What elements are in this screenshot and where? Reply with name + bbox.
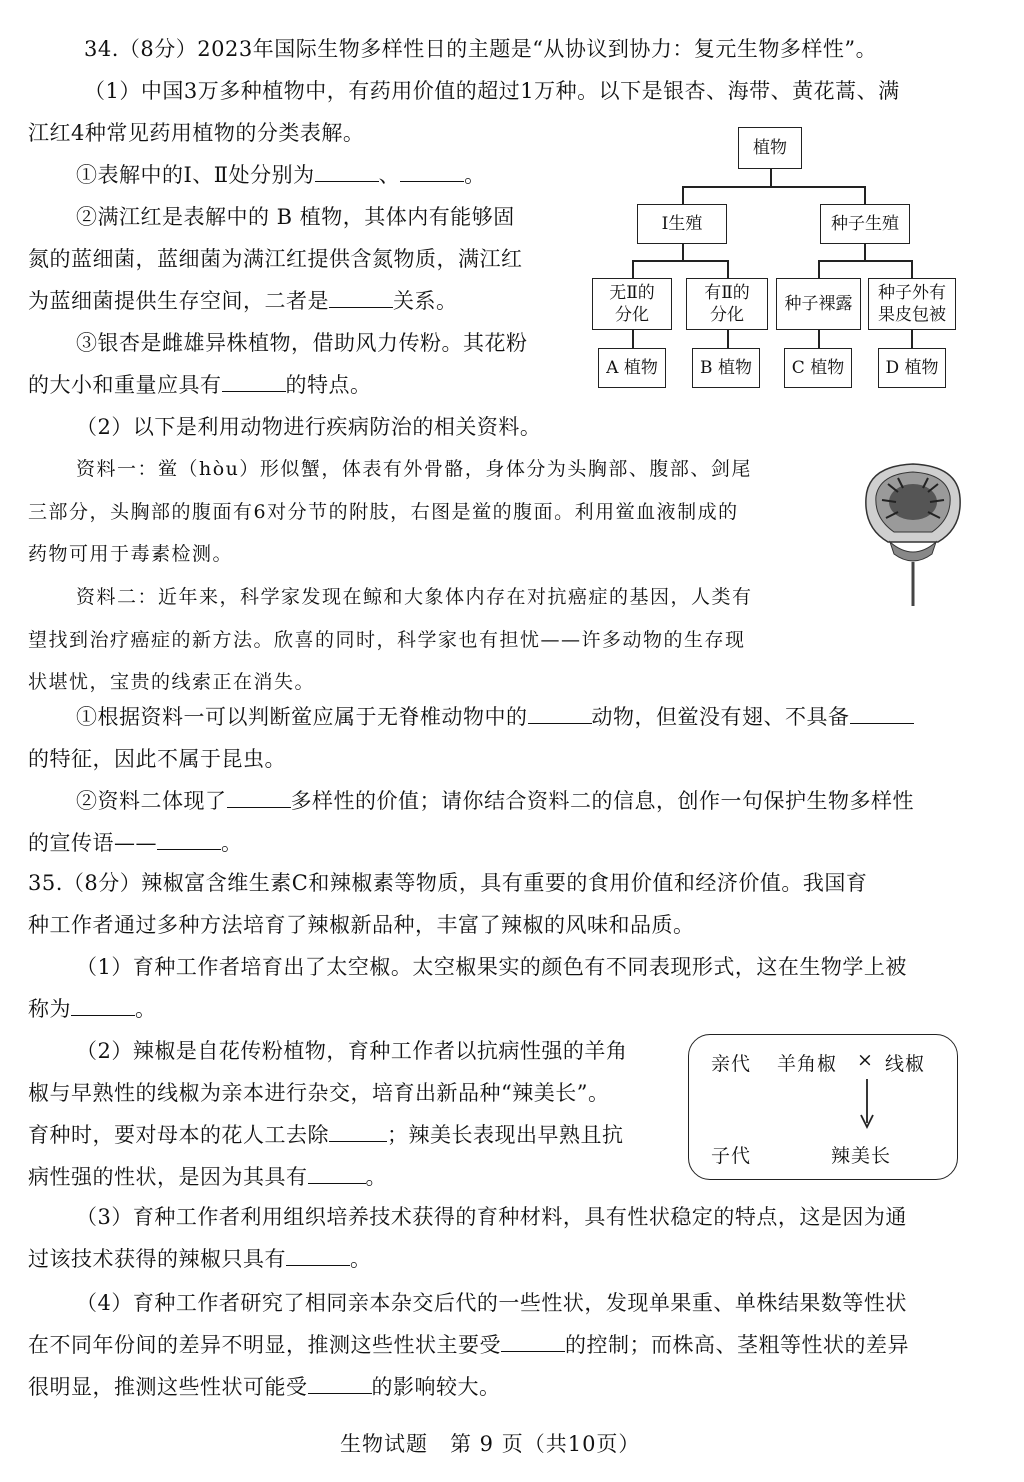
q35-part2-reason: 病性强的性状，是因为其具有 — [28, 1165, 308, 1189]
q34-part1-line1: （1）中国3万多种植物中，有药用价值的超过1万种。以下是银杏、海带、黄花蒿、满 — [84, 79, 900, 103]
answer-blank-environment[interactable] — [308, 1373, 372, 1394]
cross-child: 辣美长 — [831, 1145, 892, 1167]
tree-plant-d: D 植物 — [878, 348, 946, 388]
q34-sub3-line2 — [28, 370, 372, 400]
tree-connector — [770, 169, 772, 186]
answer-blank-slogan[interactable] — [157, 829, 221, 850]
q35-part4-line2 — [28, 1330, 909, 1360]
cross-parent-b: 线椒 — [885, 1053, 926, 1075]
answer-blank-diversity[interactable] — [227, 787, 291, 808]
q34-sub2-line1: ②满江红是表解中的 B 植物，其体内有能够固 — [76, 205, 515, 229]
q34-sub1-end: 。 — [464, 163, 486, 187]
cross-parent-label: 亲代 — [711, 1053, 752, 1075]
q34-sub2-text: 为蓝细菌提供生存空间，二者是 — [28, 289, 329, 313]
tree-connector — [911, 260, 913, 278]
q35-part2-mid: ；辣美长表现出早熟且抗 — [387, 1123, 624, 1147]
tree-plant-b: B 植物 — [692, 348, 760, 388]
q34-part2: （2）以下是利用动物进行疾病防治的相关资料。 — [76, 415, 542, 439]
tree-connector — [864, 244, 866, 260]
tree-connector — [727, 330, 729, 348]
tree-connector — [818, 330, 820, 348]
q35-stem-line2: 种工作者通过多种方法培育了辣椒新品种，丰富了辣椒的风味和品质。 — [28, 913, 695, 937]
cross-arrow-icon — [859, 1079, 875, 1129]
page-footer: 生物试题 第 9 页（共10页） — [340, 1432, 641, 1456]
tree-leaf-naked-seed: 种子裸露 — [776, 278, 861, 330]
tree-plant-a: A 植物 — [598, 348, 666, 388]
answer-blank-genes[interactable] — [308, 1163, 366, 1184]
tree-connector — [911, 330, 913, 348]
tree-leaf-has-diff: 有Ⅱ的 分化 — [686, 278, 768, 330]
answer-blank-relation[interactable] — [329, 287, 393, 308]
q34-sub1 — [76, 160, 486, 190]
q35-part1-line2 — [28, 994, 157, 1024]
q34-part2-sub2-mid: 多样性的价值；请你结合资料二的信息，创作一句保护生物多样性 — [290, 789, 914, 813]
tree-connector — [632, 330, 634, 348]
q35-part2-line4 — [28, 1162, 387, 1192]
q34-part2-sub1-line1 — [76, 702, 914, 732]
q34-part2-sub2-end: 。 — [221, 831, 243, 855]
q34-part1-line2: 江红4种常见药用植物的分类表解。 — [28, 121, 365, 145]
cross-child-label: 子代 — [711, 1145, 752, 1167]
q35-part4-line3 — [28, 1372, 501, 1402]
tree-leaf-covered-seed: 种子外有 果皮包被 — [868, 278, 956, 330]
material2-line1: 资料二：近年来，科学家发现在鲸和大象体内存在对抗癌症的基因，人类有 — [76, 586, 753, 608]
q35-part4-line1: （4）育种工作者研究了相同亲本杂交后代的一些性状，发现单果重、单株结果数等性状 — [76, 1291, 907, 1315]
answer-blank-I[interactable] — [315, 161, 379, 182]
q35-part4-text: 在不同年份间的差异不明显，推测这些性状主要受 — [28, 1333, 501, 1357]
q35-part3-end: 。 — [350, 1247, 372, 1271]
cross-times: × — [857, 1049, 874, 1071]
q35-part3-line1: （3）育种工作者利用组织培养技术获得的育种材料，具有性状稳定的特点，这是因为通 — [76, 1205, 907, 1229]
q35-part2-text: 育种时，要对母本的花人工去除 — [28, 1123, 329, 1147]
material1-line3: 药物可用于毒素检测。 — [28, 543, 234, 565]
q35-part4-end: 的影响较大。 — [371, 1375, 501, 1399]
q34-sub1-sep: 、 — [378, 163, 401, 187]
answer-blank-variation[interactable] — [71, 995, 135, 1016]
q35-part1-text: 称为 — [28, 997, 71, 1021]
q34-part2-sub2-line2 — [28, 828, 243, 858]
q35-part3-text: 过该技术获得的辣椒只具有 — [28, 1247, 286, 1271]
q34-part2-sub2-text: ②资料二体现了 — [76, 789, 227, 813]
q34-sub1-text: ①表解中的Ⅰ、Ⅱ处分别为 — [76, 163, 315, 187]
answer-blank-remove[interactable] — [329, 1121, 387, 1142]
q35-part2-end: 。 — [365, 1165, 387, 1189]
tree-connector — [682, 186, 865, 188]
q35-stem-line1: 35.（8分）辣椒富含维生素C和辣椒素等物质，具有重要的食用价值和经济价值。我国育 — [28, 871, 868, 895]
tree-connector — [632, 260, 634, 278]
tree-connector — [818, 260, 912, 262]
tree-connector — [682, 186, 684, 204]
q34-part2-sub1-text: ①根据资料一可以判断鲎应属于无脊椎动物中的 — [76, 705, 528, 729]
horseshoe-crab-image — [858, 458, 968, 608]
q34-sub2-line3 — [28, 286, 458, 316]
q35-part4-mid: 的控制；而株高、茎粗等性状的差异 — [565, 1333, 909, 1357]
q34-part2-sub1-line2: 的特征，因此不属于昆虫。 — [28, 747, 286, 771]
q35-part2-line1: （2）辣椒是自花传粉植物，育种工作者以抗病性强的羊角 — [76, 1039, 628, 1063]
tree-root: 植物 — [738, 127, 802, 169]
material2-line3: 状堪忧，宝贵的线索正在消失。 — [28, 671, 316, 693]
q34-part2-sub2-slogan: 的宣传语—— — [28, 831, 157, 855]
q34-sub3-end: 的特点。 — [285, 373, 372, 397]
tree-plant-c: C 植物 — [784, 348, 852, 388]
q35-part3-line2 — [28, 1244, 372, 1274]
answer-blank-control[interactable] — [501, 1331, 565, 1352]
material1-line2: 三部分，头胸部的腹面有6对分节的附肢，右图是鲎的腹面。利用鲎血液制成的 — [28, 501, 739, 523]
material1-line1: 资料一：鲎（hòu）形似蟹，体表有外骨骼，身体分为头胸部、腹部、剑尾 — [76, 458, 752, 480]
tree-connector — [727, 260, 729, 278]
tree-node-seed: 种子生殖 — [820, 204, 910, 244]
q35-part4-text2: 很明显，推测这些性状可能受 — [28, 1375, 308, 1399]
q35-part1-line1: （1）育种工作者培育出了太空椒。太空椒果实的颜色有不同表现形式，这在生物学上被 — [76, 955, 907, 979]
q34-part2-sub1-mid: 动物，但鲎没有翅、不具备 — [591, 705, 850, 729]
q35-part2-line2: 椒与早熟性的线椒为亲本进行杂交，培育出新品种“辣美长”。 — [28, 1081, 610, 1105]
tree-connector — [682, 244, 684, 260]
tree-connector — [632, 260, 728, 262]
cross-parent-a: 羊角椒 — [777, 1053, 838, 1075]
q34-sub2-line2: 氮的蓝细菌，蓝细菌为满江红提供含氮物质，满江红 — [28, 247, 523, 271]
q34-part2-sub2-line1 — [76, 786, 914, 816]
material2-line2: 望找到治疗癌症的新方法。欣喜的同时，科学家也有担忧——许多动物的生存现 — [28, 629, 746, 651]
answer-blank-parent-traits[interactable] — [286, 1245, 350, 1266]
q34-sub3-text: 的大小和重量应具有 — [28, 373, 222, 397]
tree-connector — [818, 260, 820, 278]
answer-blank-pollen[interactable] — [222, 371, 286, 392]
cross-diagram — [688, 1034, 958, 1180]
q34-stem: 34.（8分）2023年国际生物多样性日的主题是“从协议到协力：复元生物多样性”。 — [84, 37, 878, 61]
answer-blank-insect-feature[interactable] — [850, 703, 914, 724]
tree-leaf-no-diff: 无Ⅱ的 分化 — [592, 278, 672, 330]
tree-node-spore: Ⅰ生殖 — [637, 204, 727, 244]
q35-part1-end: 。 — [135, 997, 157, 1021]
tree-connector — [864, 186, 866, 204]
answer-blank-animal-group[interactable] — [528, 703, 592, 724]
q34-sub2-end: 关系。 — [393, 289, 458, 313]
q34-sub3-line1: ③银杏是雌雄异株植物，借助风力传粉。其花粉 — [76, 331, 528, 355]
answer-blank-II[interactable] — [400, 161, 464, 182]
q35-part2-line3 — [28, 1120, 624, 1150]
